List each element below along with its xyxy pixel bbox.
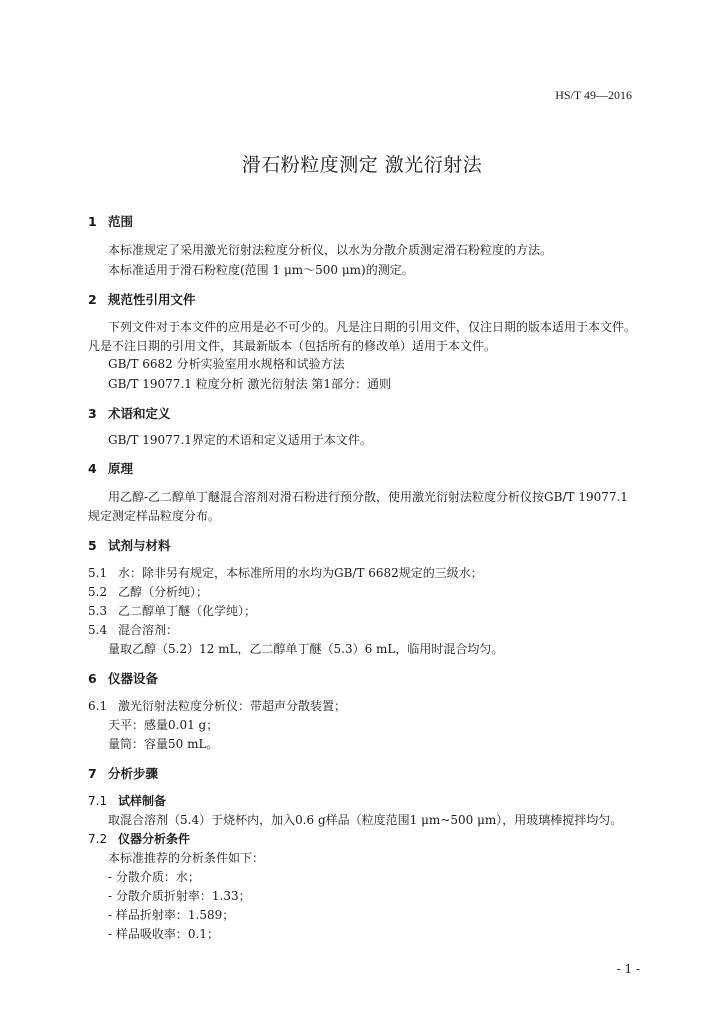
- page-number: - 1 -: [616, 962, 640, 976]
- paragraph-line: 下列文件对于本文件的应用是必不可少的。凡是注日期的引用文件，仅注日期的版本适用于本文件。: [108, 320, 637, 334]
- list-item: 5.3 乙二醇单丁醚（化学纯）；: [88, 604, 257, 618]
- section-heading: 4 原理: [88, 461, 134, 476]
- subsection-heading: 7.1 试样制备: [88, 794, 167, 808]
- document-title: 滑石粉粒度测定 激光衍射法: [241, 154, 483, 176]
- reference-item: GB/T 6682 分析实验室用水规格和试验方法: [108, 357, 345, 371]
- subsection-heading: 7.2 仪器分析条件: [88, 832, 191, 846]
- paragraph-line: 规定测定样品粒度分布。: [88, 509, 221, 523]
- section-heading: 6 仪器设备: [88, 671, 159, 686]
- paragraph-line: 本标准规定了采用激光衍射法粒度分析仪，以水为分散介质测定滑石粉粒度的方法。: [108, 243, 553, 257]
- paragraph-line: GB/T 19077.1界定的术语和定义适用于本文件。: [108, 433, 372, 447]
- paragraph-line: 本标准适用于滑石粉粒度(范围 1 μm～500 μm)的测定。: [108, 263, 414, 277]
- list-item: 5.2 乙醇（分析纯）；: [88, 585, 209, 599]
- list-item: - 样品折射率：1.589；: [108, 908, 235, 922]
- list-item: 5.4 混合溶剂：: [88, 623, 179, 637]
- paragraph-line: 取混合溶剂（5.4）于烧杯内，加入0.6 g样品（粒度范围1 μm~500 μm），用玻璃棒搅拌均匀。: [108, 813, 623, 827]
- list-item: - 分散介质：水；: [108, 870, 200, 884]
- section-heading: 7 分析步骤: [88, 766, 159, 781]
- paragraph-line: 用乙醇-乙二醇单丁醚混合溶剂对滑石粉进行预分散，使用激光衍射法粒度分析仪按GB/T 19077.1: [108, 490, 628, 504]
- paragraph-line: 量取乙醇（5.2）12 mL，乙二醇单丁醚（5.3）6 mL，临用时混合均匀。: [108, 642, 504, 656]
- list-item: 5.1 水：除非另有规定，本标准所用的水均为GB/T 6682规定的三级水；: [88, 566, 483, 580]
- list-item: - 样品吸收率：0.1；: [108, 927, 219, 941]
- paragraph-line: 本标准推荐的分析条件如下：: [108, 851, 265, 865]
- reference-item: GB/T 19077.1 粒度分析 激光衍射法 第1部分：通则: [108, 377, 391, 391]
- standard-code: HS/T 49—2016: [555, 88, 632, 102]
- section-heading: 5 试剂与材料: [88, 538, 171, 553]
- section-heading: 1 范围: [88, 214, 134, 229]
- paragraph-line: 凡是不注日期的引用文件，其最新版本（包括所有的修改单）适用于本文件。: [88, 339, 497, 353]
- section-heading: 3 术语和定义: [88, 406, 171, 421]
- section-heading: 2 规范性引用文件: [88, 292, 196, 307]
- paragraph-line: 量筒：容量50 mL。: [108, 737, 219, 751]
- paragraph-line: 天平：感量0.01 g；: [108, 718, 219, 732]
- list-item: - 分散介质折射率：1.33；: [108, 889, 251, 903]
- list-item: 6.1 激光衍射法粒度分析仪：带超声分散装置；: [88, 699, 347, 713]
